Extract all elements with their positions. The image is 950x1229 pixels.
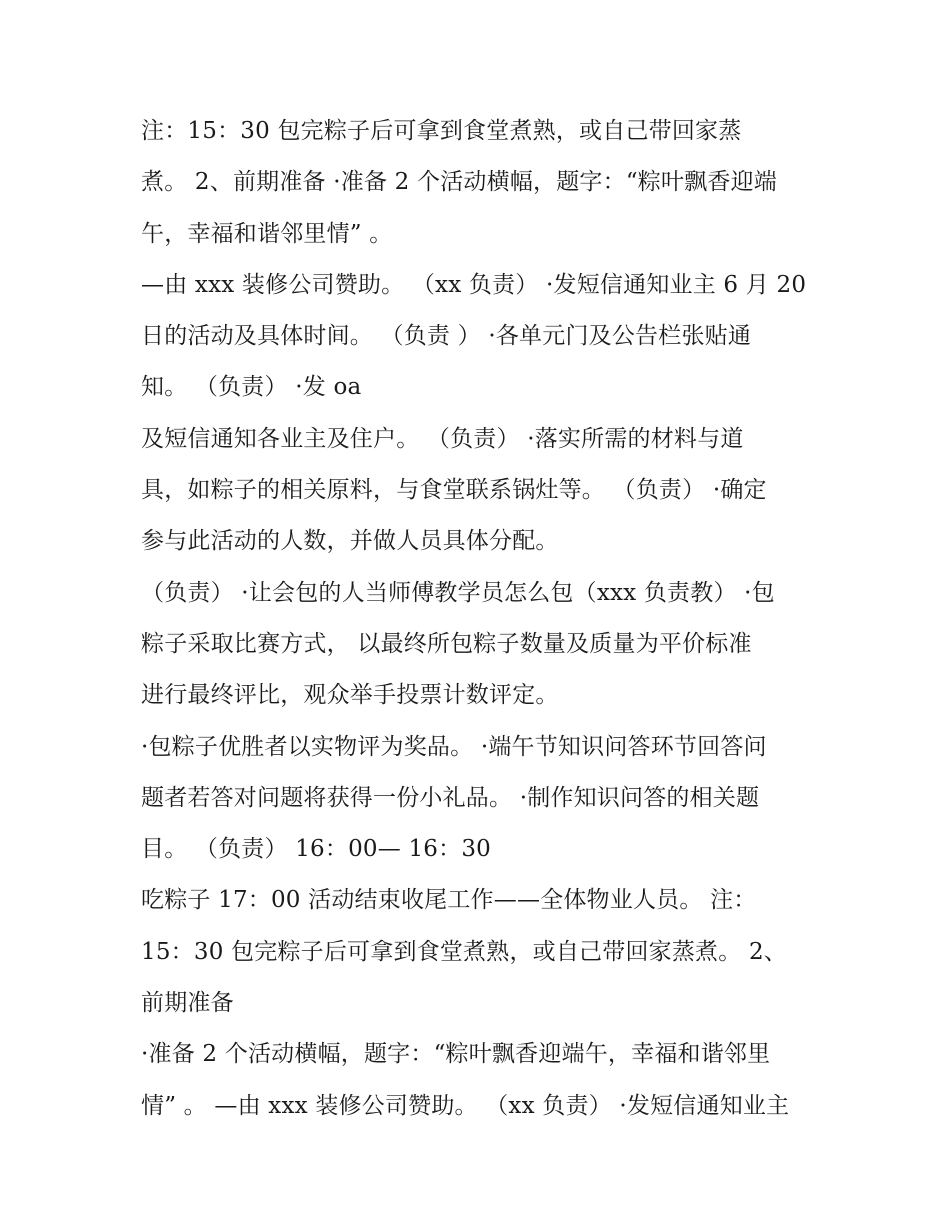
text-line: 吃粽子 17：00 活动结束收尾工作——全体物业人员。 注： (141, 887, 757, 914)
text-line: 参与此活动的人数，并做人员具体分配。 (141, 528, 559, 555)
text-line: 情” 。 —由 xxx 装修公司赞助。 （xx 负责） ·发短信通知业主 (141, 1092, 790, 1119)
text-line: 具，如粽子的相关原料，与食堂联系锅灶等。 （负责） ·确定 (141, 477, 767, 504)
text-line: 午，幸福和谐邻里情” 。 (141, 220, 393, 247)
text-line: 注：15：30 包完粽子后可拿到食堂煮熟，或自己带回家蒸 (141, 118, 742, 144)
text-line: 目。 （负责） 16：00— 16：30 (141, 836, 491, 863)
text-line: 煮。 2、前期准备 ·准备 2 个活动横幅，题字：“粽叶飘香迎端 (141, 169, 777, 196)
text-line: 知。 （负责） ·发 oa (141, 374, 362, 401)
text-line: 日的活动及具体时间。 （负责 ） ·各单元门及公告栏张贴通 (141, 323, 752, 350)
text-line: 15：30 包完粽子后可拿到食堂煮熟，或自己带回家蒸煮。 2、 (141, 938, 787, 965)
text-line: 进行最终评比，观众举手投票计数评定。 (141, 682, 559, 709)
text-line: ·准备 2 个活动横幅，题字：“粽叶飘香迎端午，幸福和谐邻里 (141, 1041, 771, 1068)
text-line: ·包粽子优胜者以实物评为奖品。 ·端午节知识问答环节回答问 (141, 733, 767, 760)
text-line: —由 xxx 装修公司赞助。 （xx 负责） ·发短信通知业主 6 月 20 (141, 271, 807, 298)
body-text (141, 106, 831, 1132)
text-line: 前期准备 (141, 990, 234, 1017)
text-line: 粽子采取比赛方式， 以最终所包粽子数量及质量为平价标准 (141, 630, 752, 657)
text-line: （负责） ·让会包的人当师傅教学员怎么包（xxx 负责教） ·包 (141, 579, 775, 606)
text-line: 题者若答对问题将获得一份小礼品。 ·制作知识问答的相关题 (141, 784, 760, 811)
text-line: 及短信通知各业主及住户。 （负责） ·落实所需的材料与道 (141, 425, 744, 452)
